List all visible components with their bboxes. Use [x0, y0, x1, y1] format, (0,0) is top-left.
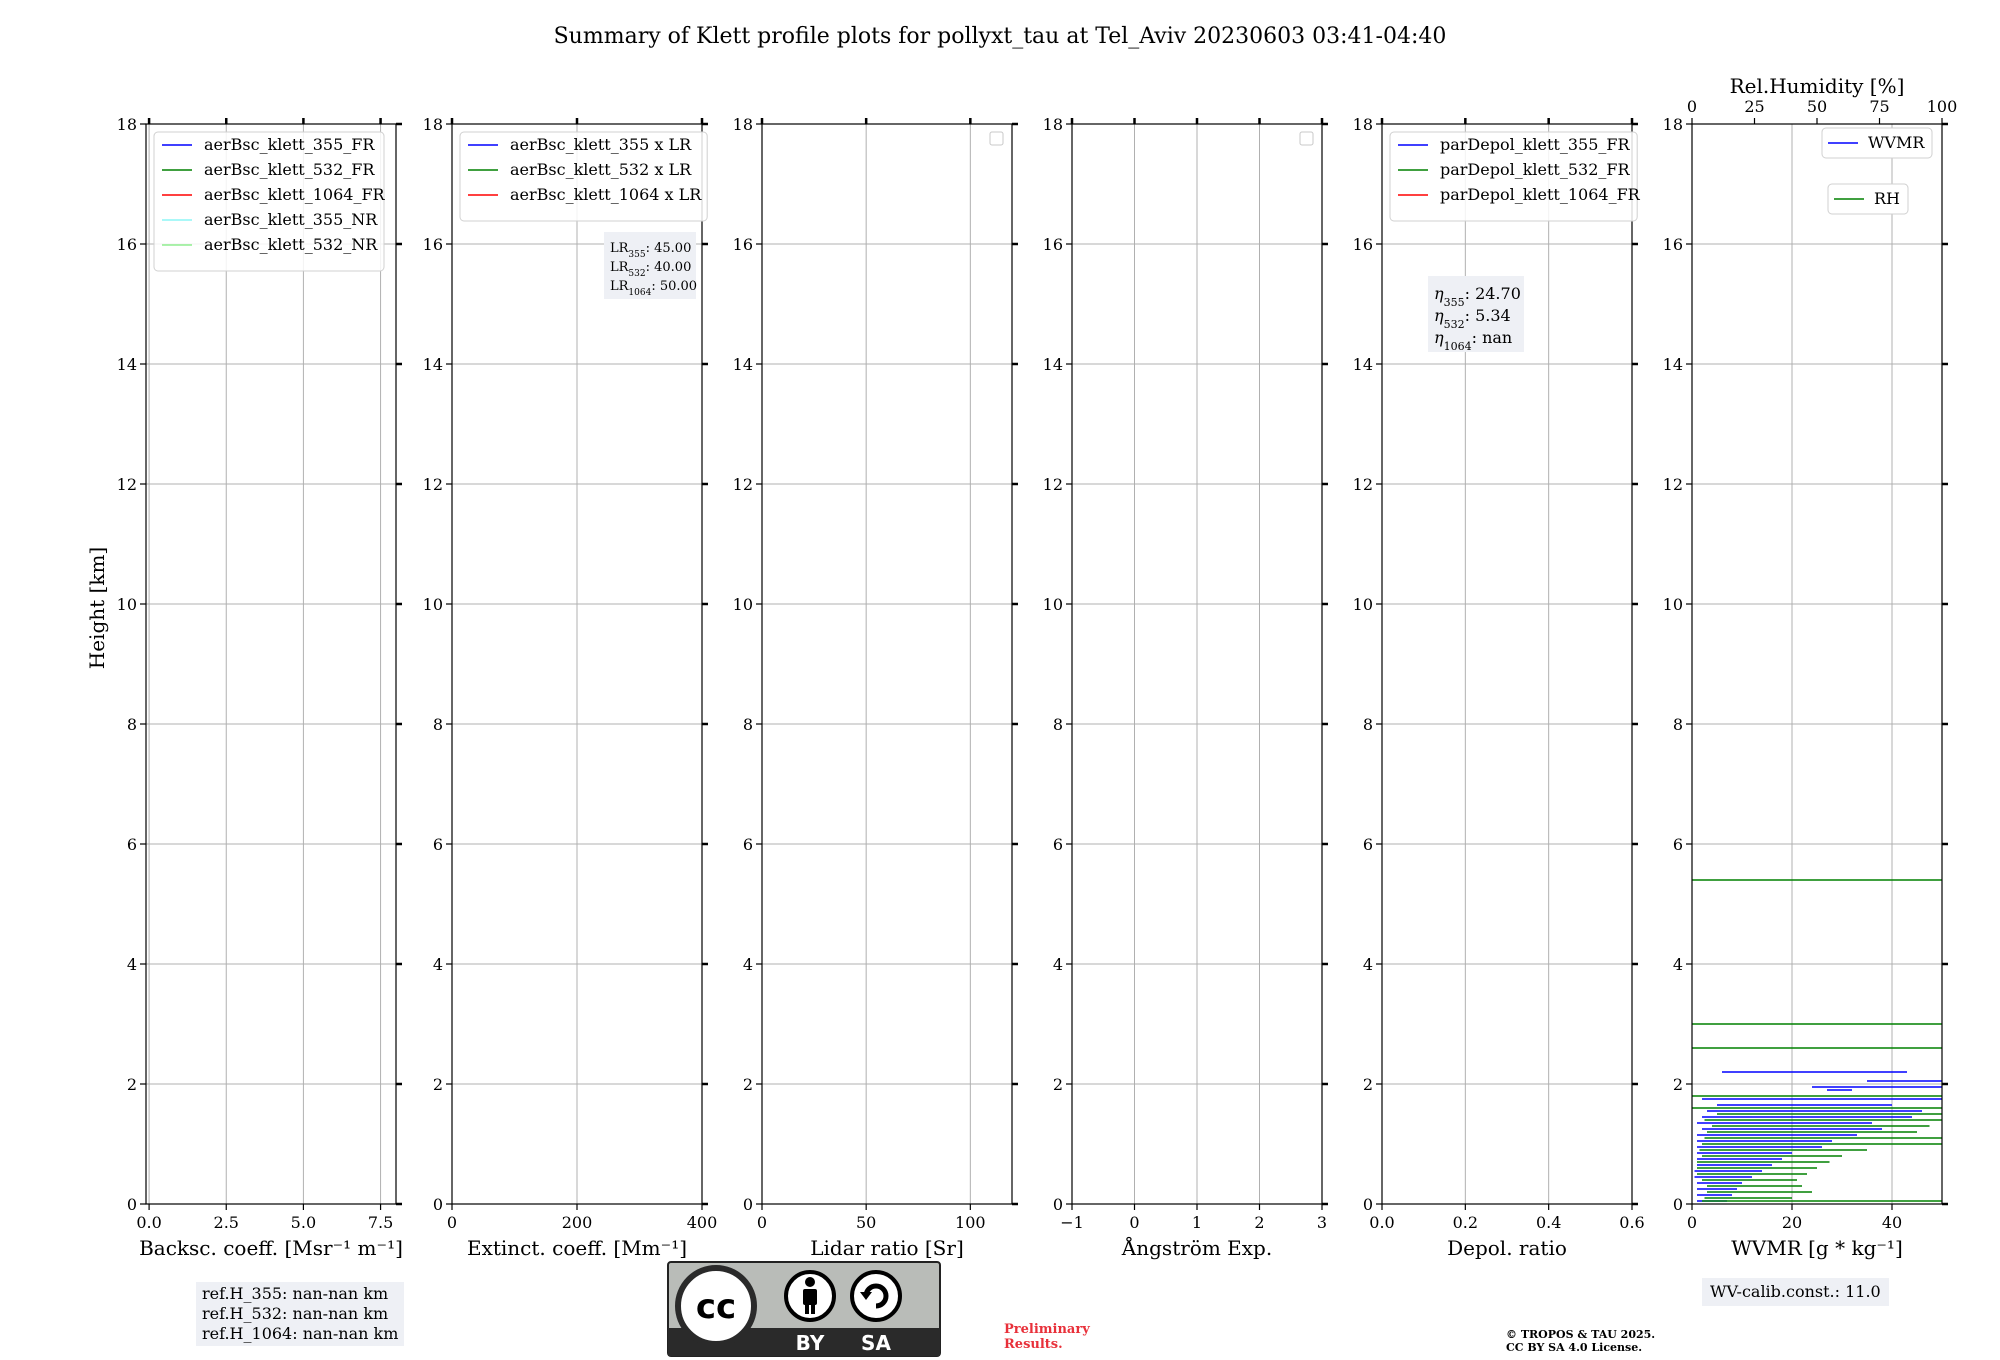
- x-tick-label: 2: [1254, 1213, 1265, 1232]
- x2-axis-label: Rel.Humidity [%]: [1729, 74, 1905, 98]
- legend: [460, 132, 707, 221]
- legend-entry: RH: [1874, 189, 1900, 208]
- y-tick-label: 2: [1672, 1075, 1683, 1094]
- y-tick-label: 14: [116, 355, 137, 374]
- x2-tick-label: 25: [1744, 97, 1765, 116]
- preliminary-line-1: Preliminary: [1004, 1322, 1090, 1337]
- annotation-line: $LR_{1064}$: 50.00: [610, 279, 698, 298]
- x-tick-label: 0: [446, 1213, 458, 1232]
- panel-backscatter: [117, 115, 403, 1260]
- x-tick-label: 3: [1316, 1213, 1328, 1232]
- y-tick-label: 10: [1352, 595, 1373, 614]
- empty-legend: [1300, 132, 1313, 145]
- legend: [1390, 132, 1641, 221]
- x-tick-label: 1: [1191, 1213, 1203, 1232]
- y-tick-label: 4: [742, 955, 753, 974]
- y-tick-label: 2: [432, 1075, 443, 1094]
- y-tick-label: 10: [1662, 595, 1683, 614]
- y-tick-label: 12: [116, 475, 137, 494]
- y-tick-label: 16: [422, 235, 443, 254]
- y-tick-label: 2: [1362, 1075, 1373, 1094]
- legend-entry: parDepol_klett_355_FR: [1440, 135, 1630, 154]
- y-tick-label: 6: [126, 835, 137, 854]
- y-tick-label: 0: [126, 1195, 137, 1214]
- y-tick-label: 14: [1042, 355, 1063, 374]
- y-tick-label: 8: [1052, 715, 1063, 734]
- legend-entry: aerBsc_klett_532_NR: [204, 235, 378, 254]
- share-alike-icon: [852, 1272, 900, 1320]
- y-tick-label: 8: [1672, 715, 1683, 734]
- wv-calibration-box: [1702, 1278, 1889, 1306]
- subplots: [117, 74, 1958, 1260]
- y-tick-label: 2: [126, 1075, 137, 1094]
- y-tick-label: 14: [1352, 355, 1373, 374]
- axes-frame: [146, 124, 396, 1204]
- axes-frame: [1692, 124, 1942, 1204]
- y-tick-label: 18: [116, 115, 137, 134]
- axes-frame: [762, 124, 1012, 1204]
- y-tick-label: 18: [1042, 115, 1063, 134]
- license-sa-label: SA: [861, 1331, 891, 1355]
- x-tick-label: 7.5: [367, 1213, 394, 1232]
- y-tick-label: 14: [422, 355, 443, 374]
- x-tick-label: 20: [1781, 1213, 1803, 1232]
- figure-title: Summary of Klett profile plots for pollyxt_tau at Tel_Aviv 20230603 03:41-04:40: [553, 24, 1447, 49]
- y-tick-label: 10: [116, 595, 137, 614]
- x-tick-label: 0: [1686, 1213, 1698, 1232]
- x-tick-label: 0: [756, 1213, 768, 1232]
- refh-1064: ref.H_1064: nan-nan km: [202, 1324, 399, 1343]
- y-tick-label: 10: [422, 595, 443, 614]
- x2-tick-label: 0: [1686, 97, 1698, 116]
- x-axis-label: Lidar ratio [Sr]: [810, 1236, 964, 1260]
- panel-wvmr: [1663, 74, 1958, 1260]
- y-tick-label: 16: [1352, 235, 1373, 254]
- x-axis-label: Extinct. coeff. [Mm⁻¹]: [466, 1236, 688, 1260]
- y-tick-label: 18: [1662, 115, 1683, 134]
- annotation-line: $LR_{355}$: 45.00: [610, 241, 692, 260]
- x2-tick-label: 75: [1869, 97, 1890, 116]
- y-tick-label: 0: [742, 1195, 753, 1214]
- y-tick-label: 12: [1662, 475, 1683, 494]
- y-tick-label: 4: [126, 955, 137, 974]
- x2-tick-label: 100: [1926, 97, 1958, 116]
- y-axis-label: Height [km]: [85, 546, 109, 670]
- legend-wvmr: [1822, 128, 1932, 158]
- y-tick-label: 6: [432, 835, 443, 854]
- refh-355: ref.H_355: nan-nan km: [202, 1284, 389, 1303]
- preliminary-results-note: [1004, 1322, 1090, 1352]
- y-tick-label: 0: [1362, 1195, 1373, 1214]
- x-tick-label: 0.0: [1369, 1213, 1395, 1232]
- refh-532: ref.H_532: nan-nan km: [202, 1304, 389, 1323]
- license-by-label: BY: [795, 1331, 825, 1355]
- y-tick-label: 14: [732, 355, 753, 374]
- legend-entry: aerBsc_klett_1064 x LR: [510, 185, 702, 204]
- wv-calib-text: WV-calib.const.: 11.0: [1710, 1282, 1881, 1301]
- y-tick-label: 6: [1362, 835, 1373, 854]
- y-tick-label: 12: [732, 475, 753, 494]
- legend-entry: aerBsc_klett_355_NR: [204, 210, 378, 229]
- copyright-line-2: CC BY SA 4.0 License.: [1506, 1341, 1643, 1354]
- y-tick-label: 4: [1672, 955, 1683, 974]
- x-tick-label: 200: [561, 1213, 593, 1232]
- preliminary-line-2: Results.: [1004, 1337, 1063, 1352]
- legend: [154, 132, 386, 271]
- x-tick-label: 0.0: [136, 1213, 162, 1232]
- x-tick-label: 0.4: [1535, 1213, 1562, 1232]
- y-tick-label: 8: [1362, 715, 1373, 734]
- y-tick-label: 18: [1352, 115, 1373, 134]
- legend-entry: aerBsc_klett_1064_FR: [204, 185, 385, 204]
- legend-entry: WVMR: [1868, 133, 1925, 152]
- y-tick-label: 16: [732, 235, 753, 254]
- y-tick-label: 14: [1662, 355, 1683, 374]
- y-tick-label: 6: [742, 835, 753, 854]
- x-tick-label: 5.0: [290, 1213, 317, 1232]
- panel-extinction: [423, 115, 718, 1260]
- y-tick-label: 4: [432, 955, 443, 974]
- copyright-note: [1506, 1328, 1655, 1354]
- y-tick-label: 16: [1042, 235, 1063, 254]
- panel-depol: [1353, 115, 1645, 1260]
- series-wvmr: [1695, 1072, 1943, 1201]
- annotation-line: $\eta_{355}$: 24.70: [1434, 284, 1521, 309]
- x-tick-label: 2.5: [213, 1213, 239, 1232]
- legend-rh: [1828, 184, 1908, 214]
- y-tick-label: 0: [1672, 1195, 1683, 1214]
- y-tick-label: 18: [732, 115, 753, 134]
- y-tick-label: 4: [1052, 955, 1063, 974]
- annotation-line: $\eta_{532}$: 5.34: [1434, 306, 1511, 331]
- x-axis-label: Depol. ratio: [1447, 1236, 1567, 1260]
- panel-lidar-ratio: [733, 115, 1018, 1260]
- reference-height-box: [196, 1282, 404, 1346]
- copyright-line-1: © TROPOS & TAU 2025.: [1506, 1328, 1656, 1341]
- annotation-line: $\eta_{1064}$: nan: [1434, 328, 1513, 353]
- y-tick-label: 18: [422, 115, 443, 134]
- y-tick-label: 8: [126, 715, 137, 734]
- legend-entry: parDepol_klett_532_FR: [1440, 160, 1630, 179]
- x2-tick-label: 50: [1806, 97, 1828, 116]
- empty-legend: [990, 132, 1003, 145]
- panel-angstrom: [1043, 115, 1328, 1260]
- x-axis-label: Ångström Exp.: [1121, 1236, 1273, 1260]
- annotation-line: $LR_{532}$: 40.00: [610, 260, 692, 279]
- annotation-box: [604, 232, 697, 299]
- y-tick-label: 0: [1052, 1195, 1063, 1214]
- x-tick-label: 40: [1881, 1213, 1903, 1232]
- annotation-box: [1428, 276, 1524, 353]
- y-tick-label: 10: [1042, 595, 1063, 614]
- y-tick-label: 4: [1362, 955, 1373, 974]
- cc-icon: [678, 1268, 754, 1344]
- y-tick-label: 16: [1662, 235, 1683, 254]
- y-tick-label: 6: [1052, 835, 1063, 854]
- legend-entry: aerBsc_klett_532 x LR: [510, 160, 692, 179]
- y-tick-label: 2: [1052, 1075, 1063, 1094]
- x-tick-label: 0.6: [1619, 1213, 1645, 1232]
- x-tick-label: 100: [955, 1213, 986, 1232]
- y-tick-label: 8: [432, 715, 443, 734]
- cc-license-badge: [668, 1262, 940, 1356]
- y-tick-label: 6: [1672, 835, 1683, 854]
- cc-mark: cc: [695, 1287, 737, 1327]
- y-tick-label: 12: [1042, 475, 1063, 494]
- legend-entry: aerBsc_klett_532_FR: [204, 160, 375, 179]
- x-tick-label: 0: [1129, 1213, 1140, 1232]
- x-axis-label: WVMR [g * kg⁻¹]: [1731, 1236, 1903, 1260]
- y-tick-label: 0: [432, 1195, 443, 1214]
- y-tick-label: 2: [742, 1075, 753, 1094]
- x-axis-label: Backsc. coeff. [Msr⁻¹ m⁻¹]: [139, 1236, 403, 1260]
- legend-entry: parDepol_klett_1064_FR: [1440, 185, 1640, 204]
- legend-entry: aerBsc_klett_355 x LR: [510, 135, 692, 154]
- y-tick-label: 8: [742, 715, 753, 734]
- x-tick-label: 0.2: [1452, 1213, 1479, 1232]
- y-tick-label: 12: [1352, 475, 1373, 494]
- x-tick-label: −1: [1060, 1213, 1084, 1232]
- y-tick-label: 10: [732, 595, 753, 614]
- legend-entry: aerBsc_klett_355_FR: [204, 135, 375, 154]
- y-tick-label: 16: [116, 235, 137, 254]
- x-tick-label: 50: [855, 1213, 877, 1232]
- y-tick-label: 12: [422, 475, 443, 494]
- attribution-person-icon: [786, 1272, 834, 1320]
- x-tick-label: 400: [686, 1213, 718, 1232]
